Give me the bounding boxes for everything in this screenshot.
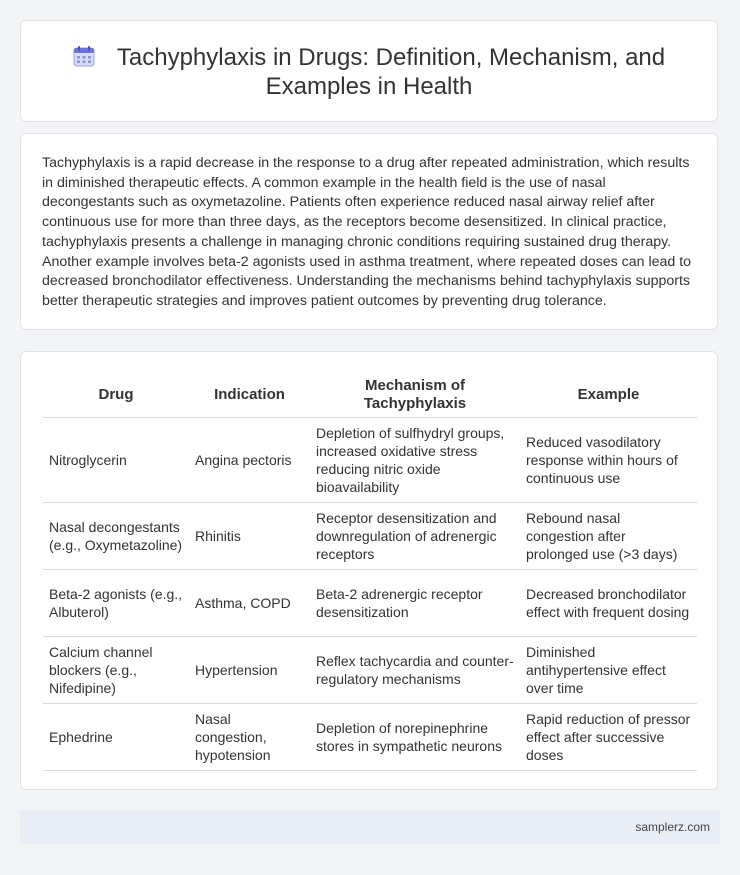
footer-site-link[interactable]: samplerz.com bbox=[635, 820, 710, 834]
cell-drug: Ephedrine bbox=[43, 704, 189, 771]
cell-mechanism: Reflex tachycardia and counter-regulatory mechanisms bbox=[310, 637, 520, 704]
page-title bbox=[51, 43, 687, 101]
footer-bar bbox=[20, 810, 720, 844]
table-row bbox=[43, 418, 697, 503]
cell-example: Rapid reduction of pressor effect after successive doses bbox=[520, 704, 697, 771]
cell-mechanism: Receptor desensitization and downregulation of adrenergic receptors bbox=[310, 503, 520, 570]
cell-indication: Rhinitis bbox=[189, 503, 310, 570]
table-row bbox=[43, 704, 697, 771]
cell-drug: Nitroglycerin bbox=[43, 418, 189, 503]
tachyphylaxis-table bbox=[43, 372, 697, 771]
cell-example: Diminished antihypertensive effect over time bbox=[520, 637, 697, 704]
cell-mechanism: Beta-2 adrenergic receptor desensitization bbox=[310, 570, 520, 637]
table-header-row bbox=[43, 372, 697, 418]
cell-drug: Calcium channel blockers (e.g., Nifedipine) bbox=[43, 637, 189, 704]
title-line-2: Examples in Health bbox=[265, 73, 473, 100]
cell-example: Rebound nasal congestion after prolonged use (>3 days) bbox=[520, 503, 697, 570]
cell-indication: Nasal congestion, hypotension bbox=[189, 704, 310, 771]
cell-drug: Beta-2 agonists (e.g., Albuterol) bbox=[43, 570, 189, 637]
table-card bbox=[20, 351, 718, 790]
intro-paragraph: Tachyphylaxis is a rapid decrease in the response to a drug after repeated administration, which results in diminished therapeutic effects. A common example in the health field is the use of nasal decongestants such as oxymetazoline. Patients often experience reduced nasal airway relief after continuous use for more than three days, as the receptors become desensitized. In clinical practice, tachyphylaxis presents a challenge in managing chronic conditions requiring sustained drug therapy. Another example involves beta-2 agonists used in asthma treatment, where repeated doses can lead to decreased bronchodilator effectiveness. Understanding the mechanisms behind tachyphylaxis supports better therapeutic strategies and improves patient outcomes by preventing drug tolerance. bbox=[42, 155, 692, 309]
table-row bbox=[43, 637, 697, 704]
page-heading bbox=[51, 43, 687, 101]
table-row bbox=[43, 503, 697, 570]
calendar-icon bbox=[73, 45, 95, 67]
cell-drug: Nasal decongestants (e.g., Oxymetazoline) bbox=[43, 503, 189, 570]
intro-card bbox=[20, 133, 718, 330]
cell-example: Reduced vasodilatory response within hours of continuous use bbox=[520, 418, 697, 503]
cell-indication: Angina pectoris bbox=[189, 418, 310, 503]
cell-indication: Asthma, COPD bbox=[189, 570, 310, 637]
cell-example: Decreased bronchodilator effect with frequent dosing bbox=[520, 570, 697, 637]
cell-mechanism: Depletion of sulfhydryl groups, increased oxidative stress reducing nitric oxide bioavailability bbox=[310, 418, 520, 503]
header-example: Example bbox=[520, 372, 697, 418]
title-line-1: Tachyphylaxis in Drugs: Definition, Mechanism, and bbox=[116, 44, 666, 71]
table-row bbox=[43, 570, 697, 637]
header-mechanism: Mechanism of Tachyphylaxis bbox=[310, 372, 520, 418]
cell-indication: Hypertension bbox=[189, 637, 310, 704]
cell-mechanism: Depletion of norepinephrine stores in sympathetic neurons bbox=[310, 704, 520, 771]
header-drug: Drug bbox=[43, 372, 189, 418]
header-indication: Indication bbox=[189, 372, 310, 418]
title-card bbox=[20, 20, 718, 122]
